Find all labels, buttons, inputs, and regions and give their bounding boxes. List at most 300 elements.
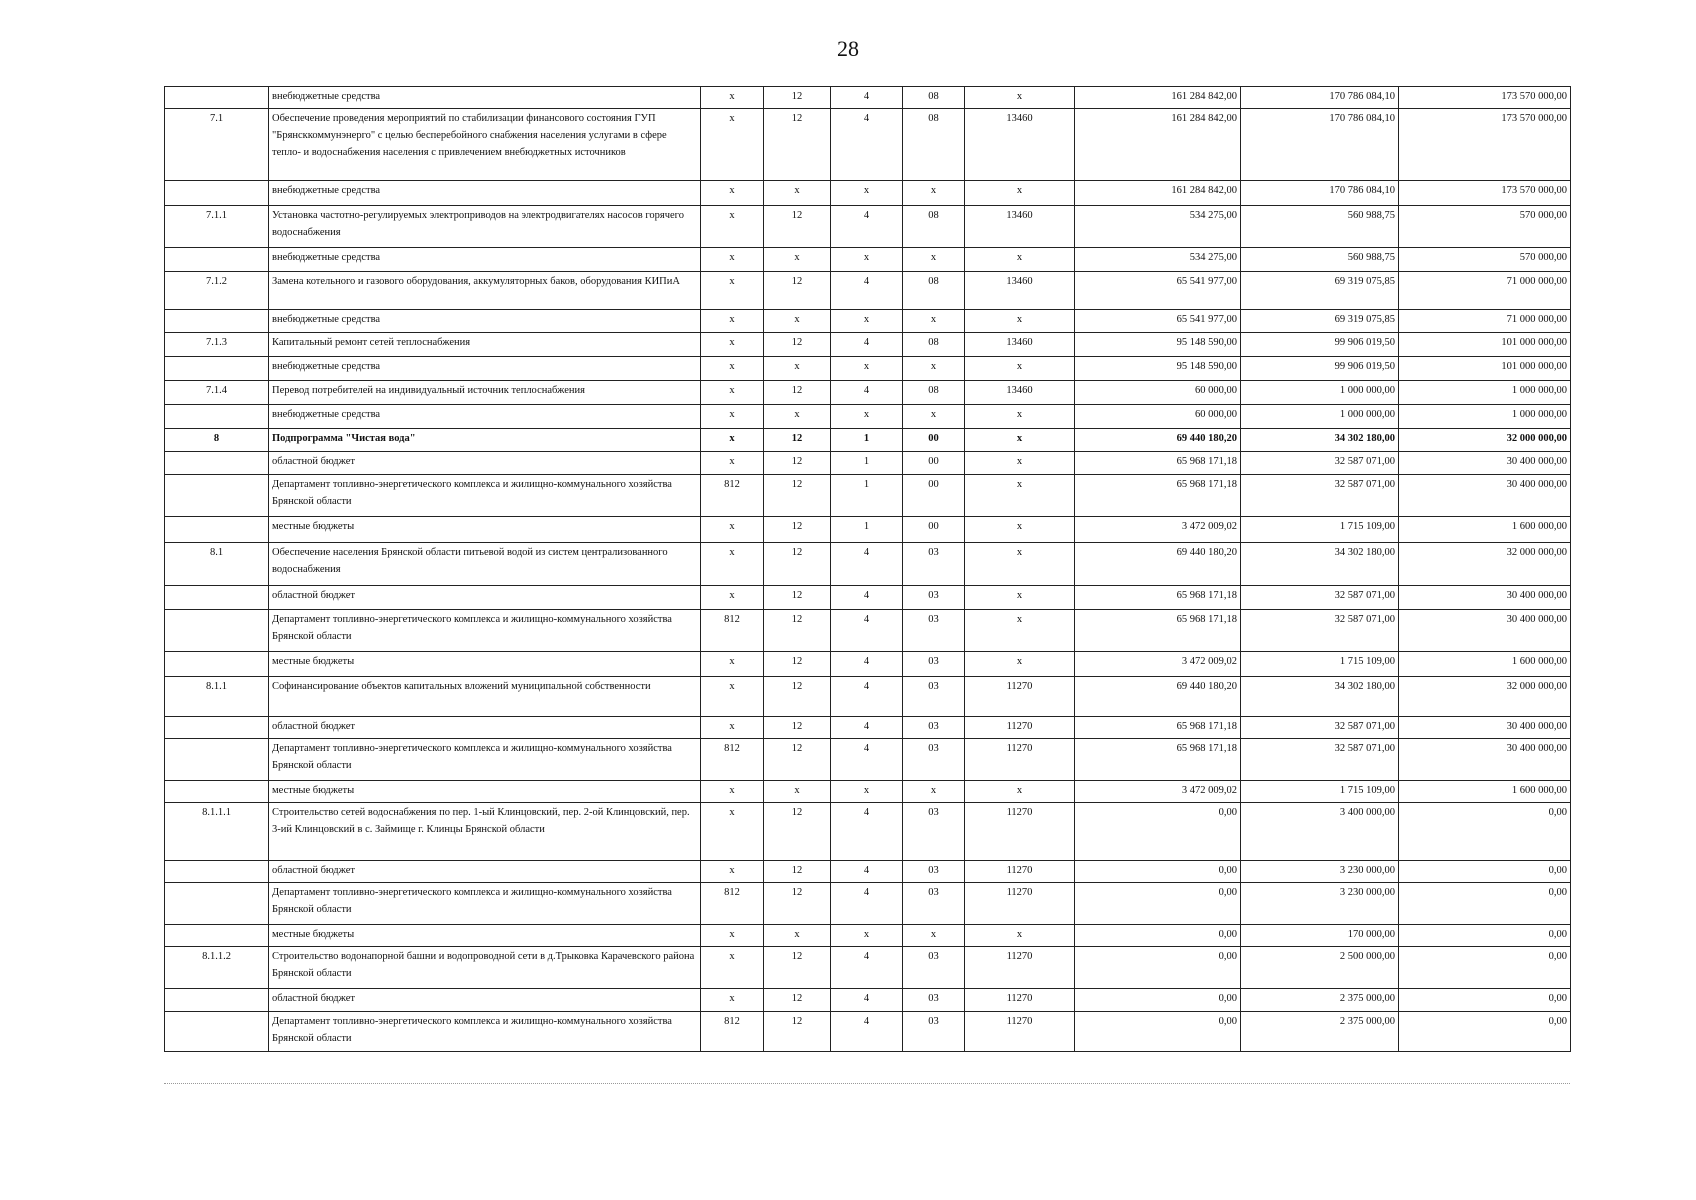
amount-year-1: 161 284 842,00 [1075,87,1241,109]
code-program: 03 [903,739,965,781]
amount-year-2: 34 302 180,00 [1241,429,1399,452]
code-direction: 11270 [965,717,1075,739]
row-description: внебюджетные средства [269,405,701,429]
table-row [165,925,1571,947]
row-number [165,861,269,883]
amount-year-1: 95 148 590,00 [1075,333,1241,357]
amount-year-2: 3 400 000,00 [1241,803,1399,861]
amount-year-1: 0,00 [1075,989,1241,1012]
amount-year-3: 30 400 000,00 [1399,586,1571,610]
budget-table [164,86,1571,1052]
code-section: 12 [764,333,831,357]
amount-year-2: 170 786 084,10 [1241,87,1399,109]
row-number: 8 [165,429,269,452]
code-program: 08 [903,272,965,310]
row-number [165,586,269,610]
table-row [165,357,1571,381]
code-subsection: 1 [831,452,903,475]
code-subsection: 4 [831,381,903,405]
code-grbs: х [701,452,764,475]
amount-year-2: 3 230 000,00 [1241,883,1399,925]
row-description: областной бюджет [269,861,701,883]
row-number: 8.1.1.2 [165,947,269,989]
code-section: х [764,405,831,429]
row-number [165,452,269,475]
amount-year-1: 0,00 [1075,861,1241,883]
amount-year-2: 170 786 084,10 [1241,109,1399,181]
code-grbs: х [701,586,764,610]
code-program: х [903,781,965,803]
row-description: областной бюджет [269,717,701,739]
table-row [165,652,1571,677]
row-description: местные бюджеты [269,517,701,543]
table-row [165,586,1571,610]
amount-year-2: 99 906 019,50 [1241,357,1399,381]
code-grbs: х [701,405,764,429]
code-subsection: 4 [831,586,903,610]
amount-year-1: 0,00 [1075,947,1241,989]
amount-year-3: 0,00 [1399,861,1571,883]
code-direction: 11270 [965,989,1075,1012]
table-row [165,803,1571,861]
row-description: внебюджетные средства [269,310,701,333]
amount-year-2: 2 375 000,00 [1241,989,1399,1012]
code-direction: х [965,781,1075,803]
code-grbs: 812 [701,610,764,652]
table-row [165,947,1571,989]
code-direction: 11270 [965,803,1075,861]
row-description: местные бюджеты [269,925,701,947]
code-grbs: х [701,717,764,739]
code-subsection: 4 [831,677,903,717]
row-number [165,475,269,517]
code-program: 03 [903,861,965,883]
amount-year-2: 1 715 109,00 [1241,517,1399,543]
row-description: Департамент топливно-энергетического комплекса и жилищно-коммунального хозяйства Брянской области [269,475,701,517]
amount-year-3: 30 400 000,00 [1399,717,1571,739]
code-subsection: 4 [831,652,903,677]
code-program: 03 [903,883,965,925]
table-row [165,677,1571,717]
amount-year-1: 0,00 [1075,883,1241,925]
code-section: х [764,781,831,803]
code-direction: 13460 [965,333,1075,357]
table-row [165,248,1571,272]
code-grbs: х [701,181,764,206]
code-program: 00 [903,475,965,517]
amount-year-2: 560 988,75 [1241,248,1399,272]
row-number: 7.1 [165,109,269,181]
code-direction: х [965,357,1075,381]
code-subsection: 4 [831,947,903,989]
table-row [165,272,1571,310]
code-section: 12 [764,883,831,925]
amount-year-3: 0,00 [1399,947,1571,989]
code-program: 08 [903,381,965,405]
row-description: Замена котельного и газового оборудования, аккумуляторных баков, оборудования КИПиА [269,272,701,310]
row-description: Обеспечение населения Брянской области питьевой водой из систем централизованного водоснабжения [269,543,701,586]
code-section: 12 [764,739,831,781]
code-grbs: 812 [701,1012,764,1052]
row-description: внебюджетные средства [269,357,701,381]
amount-year-1: 65 968 171,18 [1075,739,1241,781]
table-row [165,475,1571,517]
code-grbs: х [701,87,764,109]
code-direction: 11270 [965,883,1075,925]
code-direction: х [965,925,1075,947]
amount-year-2: 1 715 109,00 [1241,652,1399,677]
code-grbs: х [701,333,764,357]
code-section: 12 [764,803,831,861]
code-program: 08 [903,87,965,109]
row-description: Подпрограмма "Чистая вода" [269,429,701,452]
budget-table-body [165,87,1571,1052]
amount-year-1: 60 000,00 [1075,381,1241,405]
code-direction: 11270 [965,947,1075,989]
row-number: 8.1.1.1 [165,803,269,861]
table-row [165,181,1571,206]
amount-year-2: 34 302 180,00 [1241,543,1399,586]
amount-year-3: 1 000 000,00 [1399,381,1571,405]
code-section: х [764,310,831,333]
row-number [165,883,269,925]
code-section: 12 [764,517,831,543]
code-subsection: 4 [831,717,903,739]
amount-year-1: 60 000,00 [1075,405,1241,429]
row-number: 8.1.1 [165,677,269,717]
code-subsection: 4 [831,861,903,883]
amount-year-3: 32 000 000,00 [1399,677,1571,717]
amount-year-1: 65 541 977,00 [1075,272,1241,310]
code-direction: 13460 [965,109,1075,181]
row-number [165,517,269,543]
row-description: Обеспечение проведения мероприятий по стабилизации финансового состояния ГУП "Брянсккоммунэнерго" с целью бесперебойного снабжения населения услугами в сфере тепло- и водоснабжения населения с привлечением внебюджетных источников [269,109,701,181]
amount-year-3: 0,00 [1399,925,1571,947]
amount-year-2: 99 906 019,50 [1241,333,1399,357]
code-section: 12 [764,381,831,405]
amount-year-3: 101 000 000,00 [1399,333,1571,357]
row-description: Строительство сетей водоснабжения по пер. 1-ый Клинцовский, пер. 2-ой Клинцовский, пер. 3-ий Клинцовский в с. Займище г. Клинцы Брянской области [269,803,701,861]
code-grbs: х [701,652,764,677]
amount-year-2: 1 000 000,00 [1241,405,1399,429]
code-program: 00 [903,429,965,452]
amount-year-1: 0,00 [1075,1012,1241,1052]
code-section: 12 [764,586,831,610]
code-program: 08 [903,206,965,248]
code-direction: х [965,586,1075,610]
code-subsection: 4 [831,610,903,652]
table-row [165,781,1571,803]
row-number [165,310,269,333]
amount-year-3: 0,00 [1399,989,1571,1012]
code-subsection: х [831,248,903,272]
code-subsection: х [831,181,903,206]
amount-year-3: 0,00 [1399,1012,1571,1052]
row-description: областной бюджет [269,586,701,610]
row-description: Департамент топливно-энергетического комплекса и жилищно-коммунального хозяйства Брянской области [269,739,701,781]
code-subsection: 4 [831,1012,903,1052]
amount-year-2: 32 587 071,00 [1241,610,1399,652]
code-program: 00 [903,452,965,475]
row-number [165,248,269,272]
amount-year-3: 32 000 000,00 [1399,429,1571,452]
code-subsection: 1 [831,429,903,452]
amount-year-2: 560 988,75 [1241,206,1399,248]
code-section: 12 [764,206,831,248]
amount-year-3: 71 000 000,00 [1399,310,1571,333]
amount-year-2: 170 000,00 [1241,925,1399,947]
code-grbs: 812 [701,739,764,781]
row-description: областной бюджет [269,452,701,475]
code-program: х [903,357,965,381]
code-subsection: 4 [831,87,903,109]
row-description: внебюджетные средства [269,248,701,272]
amount-year-2: 1 715 109,00 [1241,781,1399,803]
amount-year-3: 30 400 000,00 [1399,610,1571,652]
code-direction: 13460 [965,381,1075,405]
code-subsection: х [831,925,903,947]
code-grbs: х [701,109,764,181]
row-description: местные бюджеты [269,781,701,803]
amount-year-3: 1 600 000,00 [1399,517,1571,543]
code-section: х [764,181,831,206]
table-row [165,429,1571,452]
amount-year-2: 32 587 071,00 [1241,717,1399,739]
amount-year-1: 65 968 171,18 [1075,717,1241,739]
table-row [165,87,1571,109]
amount-year-1: 65 968 171,18 [1075,586,1241,610]
table-row [165,543,1571,586]
code-direction: х [965,452,1075,475]
amount-year-3: 30 400 000,00 [1399,475,1571,517]
code-section: 12 [764,652,831,677]
code-section: 12 [764,109,831,181]
code-direction: х [965,248,1075,272]
row-number [165,181,269,206]
amount-year-3: 173 570 000,00 [1399,181,1571,206]
amount-year-3: 30 400 000,00 [1399,739,1571,781]
code-program: х [903,925,965,947]
code-section: 12 [764,452,831,475]
amount-year-1: 0,00 [1075,803,1241,861]
amount-year-3: 570 000,00 [1399,248,1571,272]
code-subsection: х [831,781,903,803]
amount-year-2: 170 786 084,10 [1241,181,1399,206]
code-program: 03 [903,947,965,989]
row-number: 7.1.3 [165,333,269,357]
code-subsection: 4 [831,803,903,861]
amount-year-1: 65 968 171,18 [1075,610,1241,652]
row-number [165,1012,269,1052]
row-description: Софинансирование объектов капитальных вложений муниципальной собственности [269,677,701,717]
code-direction: х [965,475,1075,517]
amount-year-3: 1 600 000,00 [1399,781,1571,803]
code-program: 03 [903,989,965,1012]
row-description: областной бюджет [269,989,701,1012]
row-number [165,739,269,781]
amount-year-2: 1 000 000,00 [1241,381,1399,405]
page-number: 28 [837,36,859,61]
amount-year-2: 69 319 075,85 [1241,310,1399,333]
row-description: Капитальный ремонт сетей теплоснабжения [269,333,701,357]
row-description: Департамент топливно-энергетического комплекса и жилищно-коммунального хозяйства Брянской области [269,883,701,925]
row-description: Департамент топливно-энергетического комплекса и жилищно-коммунального хозяйства Брянской области [269,1012,701,1052]
code-grbs: х [701,925,764,947]
code-program: 03 [903,586,965,610]
code-subsection: 4 [831,333,903,357]
code-subsection: 4 [831,989,903,1012]
amount-year-1: 534 275,00 [1075,248,1241,272]
row-description: внебюджетные средства [269,181,701,206]
table-row [165,739,1571,781]
amount-year-1: 3 472 009,02 [1075,517,1241,543]
table-row [165,517,1571,543]
amount-year-1: 3 472 009,02 [1075,652,1241,677]
row-number [165,925,269,947]
amount-year-1: 65 541 977,00 [1075,310,1241,333]
code-subsection: 1 [831,475,903,517]
code-program: 08 [903,333,965,357]
code-subsection: 4 [831,883,903,925]
amount-year-3: 173 570 000,00 [1399,109,1571,181]
amount-year-3: 30 400 000,00 [1399,452,1571,475]
table-row [165,310,1571,333]
row-number [165,87,269,109]
code-program: 03 [903,543,965,586]
row-number [165,610,269,652]
code-program: 00 [903,517,965,543]
code-section: 12 [764,429,831,452]
code-direction: 11270 [965,1012,1075,1052]
row-number [165,781,269,803]
code-program: 03 [903,717,965,739]
code-section: 12 [764,989,831,1012]
code-grbs: х [701,429,764,452]
code-program: 03 [903,1012,965,1052]
code-program: 03 [903,677,965,717]
code-direction: 13460 [965,206,1075,248]
code-section: х [764,357,831,381]
code-grbs: х [701,310,764,333]
code-program: х [903,248,965,272]
amount-year-1: 161 284 842,00 [1075,109,1241,181]
table-row [165,206,1571,248]
code-section: 12 [764,947,831,989]
amount-year-1: 3 472 009,02 [1075,781,1241,803]
code-program: 08 [903,109,965,181]
table-row [165,1012,1571,1052]
code-program: 03 [903,652,965,677]
code-subsection: 1 [831,517,903,543]
amount-year-3: 0,00 [1399,803,1571,861]
code-grbs: х [701,543,764,586]
amount-year-3: 570 000,00 [1399,206,1571,248]
code-direction: х [965,405,1075,429]
table-row [165,989,1571,1012]
table-row [165,717,1571,739]
amount-year-1: 69 440 180,20 [1075,543,1241,586]
amount-year-1: 161 284 842,00 [1075,181,1241,206]
amount-year-1: 95 148 590,00 [1075,357,1241,381]
amount-year-1: 0,00 [1075,925,1241,947]
code-direction: х [965,652,1075,677]
code-section: 12 [764,475,831,517]
amount-year-1: 69 440 180,20 [1075,429,1241,452]
code-subsection: х [831,405,903,429]
code-program: х [903,310,965,333]
row-number [165,989,269,1012]
code-grbs: х [701,803,764,861]
row-description: внебюджетные средства [269,87,701,109]
code-program: х [903,405,965,429]
code-grbs: х [701,272,764,310]
amount-year-2: 32 587 071,00 [1241,586,1399,610]
code-grbs: х [701,861,764,883]
code-direction: 13460 [965,272,1075,310]
row-description: Строительство водонапорной башни и водопроводной сети в д.Трыковка Карачевского района Брянской области [269,947,701,989]
code-direction: 11270 [965,861,1075,883]
amount-year-2: 3 230 000,00 [1241,861,1399,883]
code-section: х [764,248,831,272]
code-grbs: х [701,677,764,717]
code-grbs: х [701,206,764,248]
amount-year-3: 101 000 000,00 [1399,357,1571,381]
table-row [165,381,1571,405]
code-section: 12 [764,610,831,652]
row-description: Перевод потребителей на индивидуальный источник теплоснабжения [269,381,701,405]
table-row [165,452,1571,475]
row-description: Установка частотно-регулируемых электроприводов на электродвигателях насосов горячего водоснабжения [269,206,701,248]
table-row [165,405,1571,429]
table-row [165,333,1571,357]
code-section: 12 [764,272,831,310]
code-subsection: х [831,357,903,381]
row-description: местные бюджеты [269,652,701,677]
amount-year-2: 2 375 000,00 [1241,1012,1399,1052]
code-subsection: х [831,310,903,333]
amount-year-2: 32 587 071,00 [1241,475,1399,517]
code-direction: х [965,543,1075,586]
code-grbs: х [701,947,764,989]
row-number [165,652,269,677]
amount-year-1: 534 275,00 [1075,206,1241,248]
code-direction: 11270 [965,739,1075,781]
amount-year-2: 32 587 071,00 [1241,739,1399,781]
row-number: 7.1.1 [165,206,269,248]
row-number [165,717,269,739]
code-section: 12 [764,87,831,109]
code-grbs: 812 [701,475,764,517]
amount-year-2: 2 500 000,00 [1241,947,1399,989]
amount-year-3: 1 600 000,00 [1399,652,1571,677]
amount-year-1: 65 968 171,18 [1075,452,1241,475]
amount-year-3: 32 000 000,00 [1399,543,1571,586]
code-grbs: 812 [701,883,764,925]
amount-year-1: 65 968 171,18 [1075,475,1241,517]
code-section: 12 [764,717,831,739]
code-direction: х [965,181,1075,206]
code-grbs: х [701,517,764,543]
code-subsection: 4 [831,109,903,181]
code-direction: х [965,310,1075,333]
code-subsection: 4 [831,543,903,586]
code-grbs: х [701,989,764,1012]
code-direction: х [965,429,1075,452]
code-direction: 11270 [965,677,1075,717]
code-program: 03 [903,803,965,861]
code-subsection: 4 [831,272,903,310]
page-bottom-rule [164,1083,1570,1084]
